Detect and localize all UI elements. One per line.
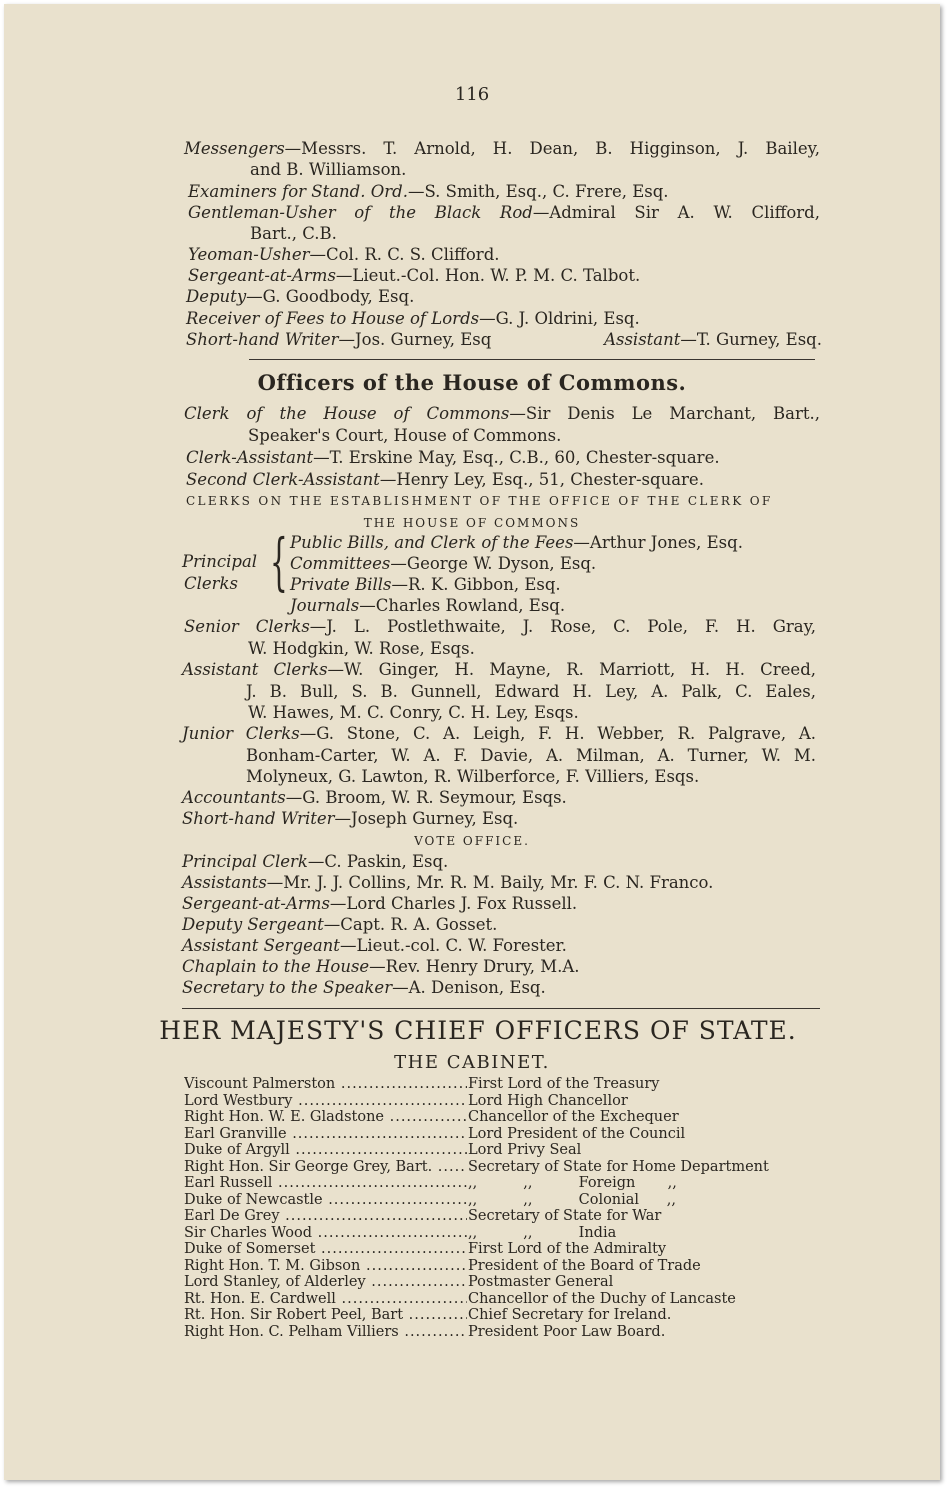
cabinet-office: Chancellor of the Duchy of Lancaste xyxy=(468,1290,736,1307)
cabinet-office: Chief Secretary for Ireland. xyxy=(468,1307,672,1323)
second-clerk-line: Second Clerk-Assistant—Henry Ley, Esq., 51, Chester-square. xyxy=(186,470,704,489)
accountants-line: Accountants—G. Broom, W. R. Seymour, Esqs. xyxy=(182,788,567,807)
commons-heading: Officers of the House of Commons. xyxy=(257,370,687,395)
messengers-line: Messengers—Messrs. T. Arnold, H. Dean, B. Higginson, J. Bailey, xyxy=(184,139,820,158)
cabinet-member: Right Hon. T. M. Gibson ..... xyxy=(184,1258,467,1275)
cabinet-office: President of the Board of Trade xyxy=(468,1257,701,1274)
examiners-line: Examiners for Stand. Ord.—S. Smith, Esq., C. Frere, Esq. xyxy=(188,182,669,201)
cabinet-member: Duke of Argyll ..... xyxy=(184,1142,467,1159)
cabinet-office: ,, ,, India xyxy=(468,1224,617,1241)
principal-item: Journals—Charles Rowland, Esq. xyxy=(290,596,566,615)
senior-clerks-line-2: W. Hodgkin, W. Rose, Esqs. xyxy=(248,639,475,658)
cabinet-member: Right Hon. W. E. Gladstone ..... xyxy=(184,1109,467,1126)
principal-label: Principal xyxy=(182,552,258,571)
principal-item: Private Bills—R. K. Gibbon, Esq. xyxy=(290,575,561,594)
establishment-caption-2: THE HOUSE OF COMMONS xyxy=(363,516,581,530)
gentleman-usher-line-2: Bart., C.B. xyxy=(250,224,337,243)
cabinet-office: Postmaster General xyxy=(468,1274,614,1290)
cabinet-member: Right Hon. C. Pelham Villiers ..... xyxy=(184,1324,467,1341)
clerk-line-2: Speaker's Court, House of Commons. xyxy=(248,426,562,445)
assistant-sergeant-line: Assistant Sergeant—Lieut.-col. C. W. Forester. xyxy=(182,936,567,955)
cabinet-member: Earl Russell ..... xyxy=(184,1175,467,1192)
assistants-line: Assistants—Mr. J. J. Collins, Mr. R. M. Baily, Mr. F. C. N. Franco. xyxy=(182,873,714,892)
divider xyxy=(182,1008,820,1009)
commons-shorthand-line: Short-hand Writer—Joseph Gurney, Esq. xyxy=(182,809,519,828)
assistant-clerks-line: Assistant Clerks—W. Ginger, H. Mayne, R. Marriott, H. H. Creed, xyxy=(182,660,817,679)
cabinet-member: Duke of Newcastle ..... xyxy=(184,1192,467,1209)
gentleman-usher-line: Gentleman-Usher of the Black Rod—Admiral Sir A. W. Clifford, xyxy=(188,203,820,222)
cabinet-member: Viscount Palmerston ..... xyxy=(184,1076,467,1093)
cabinet-office: Lord High Chancellor xyxy=(468,1092,628,1109)
cabinet-member: Earl De Grey ..... xyxy=(184,1208,467,1225)
cabinet-member: Duke of Somerset ..... xyxy=(184,1241,467,1258)
senior-clerks-line: Senior Clerks—J. L. Postlethwaite, J. Rose, C. Pole, F. H. Gray, xyxy=(184,617,817,636)
principal-item: Public Bills, and Clerk of the Fees—Arthur Jones, Esq. xyxy=(290,533,743,552)
cabinet-member: Rt. Hon. E. Cardwell ..... xyxy=(184,1291,467,1308)
yeoman-usher-line: Yeoman-Usher—Col. R. C. S. Clifford. xyxy=(188,245,500,264)
clerk-line: Clerk of the House of Commons—Sir Denis Le Marchant, Bart., xyxy=(184,404,820,423)
cabinet-office: First Lord of the Admiralty xyxy=(468,1241,667,1257)
clerks-label: Clerks xyxy=(184,574,239,593)
cabinet-office: Lord President of the Council xyxy=(468,1125,686,1142)
brace-symbol: { xyxy=(270,525,288,598)
cabinet-member: Sir Charles Wood ..... xyxy=(184,1225,467,1242)
divider xyxy=(249,359,815,360)
cabinet-heading: THE CABINET. xyxy=(394,1052,550,1073)
cabinet-office: First Lord of the Treasury xyxy=(468,1076,660,1092)
messengers-line-2: and B. Williamson. xyxy=(250,160,407,179)
book-page xyxy=(4,4,940,1480)
clerk-assistant-line: Clerk-Assistant—T. Erskine May, Esq., C.B., 60, Chester-square. xyxy=(186,448,720,467)
cabinet-office: Secretary of State for War xyxy=(468,1208,662,1224)
junior-clerks-line: Junior Clerks—G. Stone, C. A. Leigh, F. H. Webber, R. Palgrave, A. xyxy=(182,724,816,743)
vote-office-caption: VOTE OFFICE. xyxy=(414,834,530,848)
cabinet-office: Chancellor of the Exchequer xyxy=(468,1109,679,1125)
establishment-caption: CLERKS ON THE ESTABLISHMENT OF THE OFFICE OF THE CLERK OF xyxy=(186,494,773,508)
principal-item: Committees—George W. Dyson, Esq. xyxy=(290,554,597,573)
cabinet-office: Lord Privy Seal xyxy=(468,1142,582,1158)
state-heading: HER MAJESTY'S CHIEF OFFICERS OF STATE. xyxy=(159,1016,797,1045)
lords-sergeant-line: Sergeant-at-Arms—Lieut.-Col. Hon. W. P. M. C. Talbot. xyxy=(188,266,641,285)
cabinet-office: ,, ,, Colonial ,, xyxy=(468,1191,676,1208)
principal-clerk-line: Principal Clerk—C. Paskin, Esq. xyxy=(182,852,449,871)
junior-clerks-line-2: Bonham-Carter, W. A. F. Davie, A. Milman, A. Turner, W. M. xyxy=(246,746,816,765)
cabinet-member: Lord Stanley, of Alderley ..... xyxy=(184,1274,467,1291)
cabinet-office: Secretary of State for Home Department xyxy=(468,1158,769,1175)
cabinet-member: Right Hon. Sir George Grey, Bart. ..... xyxy=(184,1159,467,1176)
cabinet-member: Rt. Hon. Sir Robert Peel, Bart ..... xyxy=(184,1307,467,1324)
page-number: 116 xyxy=(454,84,490,105)
lords-shorthand-line: Short-hand Writer—Jos. Gurney, Esq Assistant—T. Gurney, Esq. xyxy=(186,330,822,349)
assistant-clerks-line-3: W. Hawes, M. C. Conry, C. H. Ley, Esqs. xyxy=(248,703,579,722)
cabinet-member: Lord Westbury ..... xyxy=(184,1093,467,1110)
speaker-secretary-line: Secretary to the Speaker—A. Denison, Esq. xyxy=(182,978,546,997)
chaplain-line: Chaplain to the House—Rev. Henry Drury, M.A. xyxy=(182,957,580,976)
deputy-sergeant-line: Deputy Sergeant—Capt. R. A. Gosset. xyxy=(182,915,498,934)
assistant-clerks-line-2: J. B. Bull, S. B. Gunnell, Edward H. Ley, A. Palk, C. Eales, xyxy=(246,682,816,701)
cabinet-member: Earl Granville ..... xyxy=(184,1126,467,1143)
receiver-line: Receiver of Fees to House of Lords—G. J. Oldrini, Esq. xyxy=(186,309,640,328)
lords-deputy-line: Deputy—G. Goodbody, Esq. xyxy=(186,287,415,306)
cabinet-office: ,, ,, Foreign ,, xyxy=(468,1175,677,1191)
cabinet-office: President Poor Law Board. xyxy=(468,1323,666,1340)
junior-clerks-line-3: Molyneux, G. Lawton, R. Wilberforce, F. Villiers, Esqs. xyxy=(246,767,700,786)
commons-sergeant-line: Sergeant-at-Arms—Lord Charles J. Fox Russell. xyxy=(182,894,578,913)
